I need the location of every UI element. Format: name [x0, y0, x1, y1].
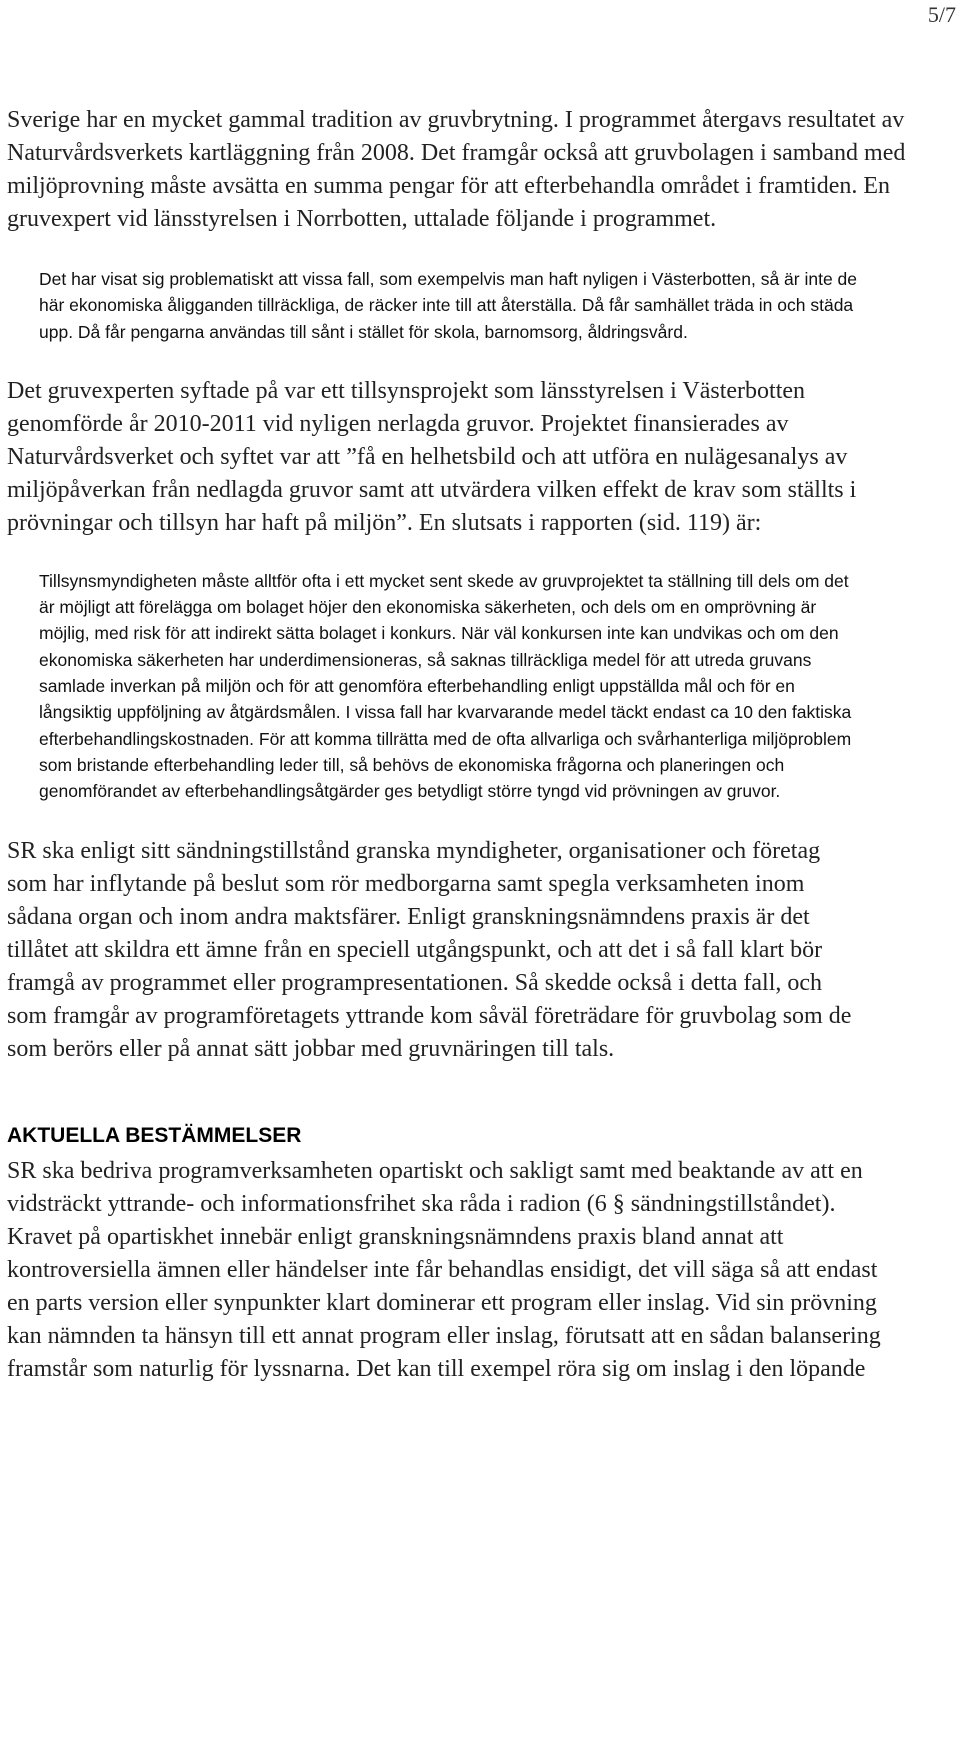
report-quote: Tillsynsmyndigheten måste alltför ofta i ett mycket sent skede av gruvprojektet ta ställning till dels om det är möjligt att förelägga om bolaget höjer den ekonomiska säkerheten, och dels om en omprövning är möjlig, med risk för att indirekt sätta bolaget i konkurs. När väl konkursen inte kan undvikas och om den ekonomiska säkerheten har underdimensioneras, så saknas tillräckliga medel för att utreda gruvans samlade inverkan på miljön och för att genomföra efterbehandling enligt uppställda mål och för en långsiktig uppföljning av åtgärdsmålen. I vissa fall har kvarvarande medel täckt endast ca 10 den faktiska efterbehandlingskostnaden. För att komma tillrätta med de ofta allvarliga och svårhanterliga miljöproblem som bristande efterbehandling leder till, så behövs de ekonomiska frågorna och planeringen och genomförandet av efterbehandlingsåtgärder ges betydligt större tyngd vid prövningen av gruvor. [39, 570, 852, 802]
expert-quote: Det har visat sig problematiskt att vissa fall, som exempelvis man haft nyligen i Västerbotten, så är inte de här ekonomiska åligganden tillräckliga, de räcker inte till att återställa. Då får samhället träda in och städa upp. Då får pengarna användas till sånt i stället för skola, barnomsorg, åldringsvård. [39, 269, 858, 342]
section-heading: AKTUELLA BESTÄMMELSER [7, 1123, 302, 1147]
regulations-paragraph: SR ska bedriva programverksamheten opartiskt och sakligt samt med beaktande av att en vidsträckt yttrande- och informationsfrihet ska råda i radion (6 § sändningstillståndet). Kravet på opartiskhet innebär enligt granskningsnämndens praxis bland annat att kontroversiella ämnen eller händelser inte får behandlas ensidigt, det vill säga så att endast en parts version eller synpunkter klart dominerar ett program eller inslag. Vid sin prövning kan nämnden ta hänsyn till ett annat program eller inslag, förutsatt att en sådan balansering framstår som naturlig för lyssnarna. Det kan till exempel röra sig om inslag i den löpande [7, 1157, 881, 1382]
assessment-paragraph: SR ska enligt sitt sändningstillstånd granska myndigheter, organisationer och företag som har inflytande på beslut som rör medborgarna samt spegla verksamheten inom sådana organ och inom andra maktsfärer. Enligt granskningsnämndens praxis är det tillåtet att skildra ett ämne från en speciell utgångspunkt, och att det i så fall klart bör framgå av programmet eller programpresentationen. Så skedde också i detta fall, och som framgår av programföretagets yttrande kom såväl företrädare för gruvbolag som de som berörs eller på annat sätt jobbar med gruvnäringen till tals. [7, 837, 852, 1062]
project-paragraph: Det gruvexperten syftade på var ett tillsynsprojekt som länsstyrelsen i Västerbotten genomförde år 2010-2011 vid nyligen nerlagda gruvor. Projektet finansierades av Naturvårdsverket och syftet var att ”få en helhetsbild och att utföra en nulägesanalys av miljöpåverkan från nedlagda gruvor samt att utvärdera vilken effekt de krav som ställts i prövningar och tillsyn har haft på miljön”. En slutsats i rapporten (sid. 119) är: [7, 377, 857, 536]
document-body [7, 104, 907, 1386]
intro-paragraph: Sverige har en mycket gammal tradition av gruvbrytning. I programmet återgavs resultatet av Naturvårdsverkets kartläggning från 2008. Det framgår också att gruvbolagen i samband med miljöprovning måste avsätta en summa pengar för att efterbehandla området i framtiden. En gruvexpert vid länsstyrelsen i Norrbotten, uttalade följande i programmet. [7, 107, 906, 232]
page-number: 5/7 [927, 2, 956, 27]
